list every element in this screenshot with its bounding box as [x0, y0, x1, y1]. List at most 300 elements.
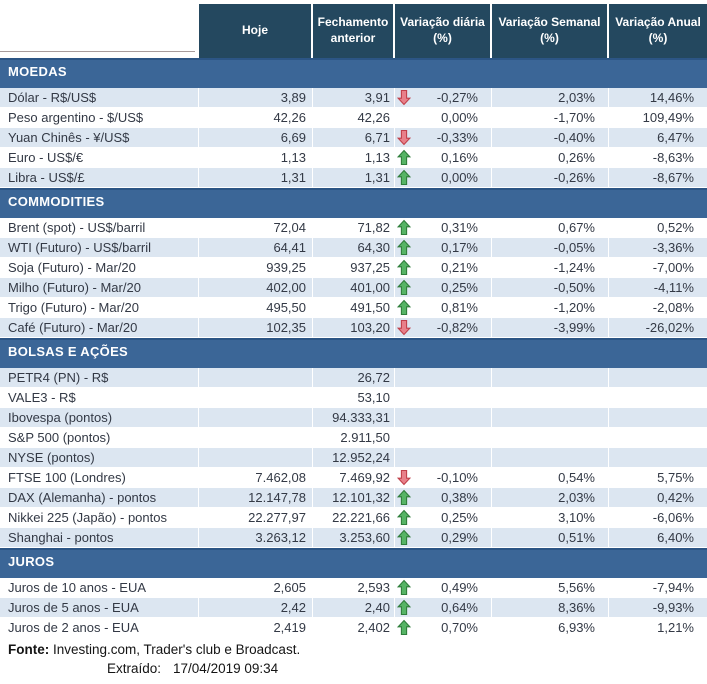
cell-variacao-semanal-text: -0,26% [553, 170, 595, 185]
cell-label-text: Milho (Futuro) - Mar/20 [8, 280, 141, 295]
cell-label-text: NYSE (pontos) [8, 450, 95, 465]
cell-variacao-semanal-text: 0,67% [558, 220, 595, 235]
cell-label-text: Juros de 10 anos - EUA [8, 580, 147, 595]
cell-fechamento-text: 2.911,50 [340, 430, 390, 445]
cell-variacao-diaria-text: 0,21% [441, 260, 478, 275]
cell-variacao-diaria[interactable] [395, 578, 492, 597]
cell-hoje[interactable] [199, 238, 313, 257]
cell-variacao-anual[interactable] [609, 258, 707, 277]
cell-label[interactable] [0, 508, 199, 527]
cell-fechamento-text: 22.221,66 [332, 510, 390, 525]
cell-fechamento[interactable] [313, 408, 395, 427]
cell-hoje-text: 402,00 [266, 280, 306, 295]
cell-variacao-anual-text: 14,46% [649, 90, 694, 105]
cell-variacao-diaria-text: 0,17% [441, 240, 478, 255]
cell-variacao-semanal[interactable] [492, 408, 609, 427]
cell-variacao-semanal[interactable] [492, 108, 609, 127]
cell-variacao-diaria-text: -0,82% [436, 320, 478, 335]
cell-hoje[interactable] [199, 168, 313, 187]
cell-label-text: PETR4 (PN) - R$ [8, 370, 109, 385]
up-arrow-icon [397, 149, 411, 166]
cell-variacao-semanal-text: -3,99% [553, 320, 595, 335]
cell-hoje-text: 64,41 [273, 240, 306, 255]
cell-label[interactable] [0, 408, 199, 427]
cell-variacao-diaria-text: 0,00% [441, 110, 478, 125]
cell-hoje-text: 2,42 [280, 600, 306, 615]
cell-fechamento-text: 3.253,60 [339, 530, 390, 545]
section-header-moedas: MOEDAS [0, 58, 707, 88]
cell-variacao-anual-text: -7,00% [652, 260, 694, 275]
cell-label-text: S&P 500 (pontos) [8, 430, 111, 445]
table-body [0, 58, 707, 638]
cell-variacao-diaria[interactable] [395, 448, 492, 467]
cell-fechamento-text: 2,402 [357, 620, 390, 635]
cell-label-text: Trigo (Futuro) - Mar/20 [8, 300, 139, 315]
cell-variacao-semanal[interactable] [492, 488, 609, 507]
cell-fechamento[interactable] [313, 618, 395, 637]
cell-hoje[interactable] [199, 508, 313, 527]
section-header-bolsas-e-acoes: BOLSAS E AÇÕES [0, 338, 707, 368]
cell-variacao-semanal[interactable] [492, 128, 609, 147]
cell-variacao-diaria[interactable] [395, 528, 492, 547]
cell-label-text: Juros de 5 anos - EUA [8, 600, 139, 615]
cell-variacao-anual[interactable] [609, 408, 707, 427]
table-row [0, 508, 707, 528]
table-row [0, 578, 707, 598]
cell-variacao-anual-text: -7,94% [652, 580, 694, 595]
column-header-variacao-semanal: Variação Semanal (%) [492, 4, 609, 58]
table-row [0, 258, 707, 278]
cell-hoje[interactable] [199, 108, 313, 127]
cell-hoje[interactable] [199, 148, 313, 167]
cell-variacao-semanal-text: -1,24% [553, 260, 595, 275]
cell-variacao-semanal[interactable] [492, 218, 609, 237]
cell-variacao-anual[interactable] [609, 618, 707, 637]
cell-variacao-anual-text: 0,52% [657, 220, 694, 235]
cell-fechamento[interactable] [313, 428, 395, 447]
cell-fechamento-text: 7.469,92 [339, 470, 390, 485]
cell-variacao-semanal-text: 2,03% [558, 90, 595, 105]
cell-variacao-diaria[interactable] [395, 168, 492, 187]
cell-variacao-diaria[interactable] [395, 618, 492, 637]
cell-variacao-anual[interactable] [609, 598, 707, 617]
cell-variacao-diaria[interactable] [395, 218, 492, 237]
cell-variacao-diaria[interactable] [395, 318, 492, 337]
table-row [0, 218, 707, 238]
cell-fechamento[interactable] [313, 368, 395, 387]
cell-variacao-diaria[interactable] [395, 368, 492, 387]
cell-hoje[interactable] [199, 218, 313, 237]
cell-variacao-diaria-text: 0,70% [441, 620, 478, 635]
cell-variacao-semanal[interactable] [492, 278, 609, 297]
cell-variacao-anual-text: -2,08% [652, 300, 694, 315]
down-arrow-icon [397, 319, 411, 336]
cell-variacao-anual[interactable] [609, 168, 707, 187]
cell-hoje[interactable] [199, 488, 313, 507]
section-header-juros: JUROS [0, 548, 707, 578]
cell-fechamento-text: 26,72 [357, 370, 390, 385]
cell-hoje[interactable] [199, 408, 313, 427]
cell-variacao-diaria[interactable] [395, 238, 492, 257]
source-text: Investing.com, Trader's club e Broadcast. [49, 642, 301, 657]
up-arrow-icon [397, 259, 411, 276]
cell-variacao-semanal-text: 5,56% [558, 580, 595, 595]
cell-hoje-text: 6,69 [280, 130, 306, 145]
cell-fechamento-text: 94.333,31 [332, 410, 390, 425]
cell-fechamento-text: 12.101,32 [332, 490, 390, 505]
cell-variacao-semanal-text: 0,51% [558, 530, 595, 545]
cell-label[interactable] [0, 88, 199, 107]
up-arrow-icon [397, 299, 411, 316]
down-arrow-icon [397, 89, 411, 106]
cell-hoje-text: 72,04 [273, 220, 306, 235]
cell-variacao-anual-text: 6,40% [657, 530, 694, 545]
cell-variacao-diaria-text: -0,27% [436, 90, 478, 105]
cell-hoje-text: 7.462,08 [255, 470, 306, 485]
cell-hoje-text: 42,26 [273, 110, 306, 125]
cell-label[interactable] [0, 598, 199, 617]
cell-variacao-diaria-text: 0,31% [441, 220, 478, 235]
cell-variacao-semanal[interactable] [492, 88, 609, 107]
table-row [0, 598, 707, 618]
cell-variacao-anual[interactable] [609, 148, 707, 167]
cell-fechamento-text: 103,20 [350, 320, 390, 335]
cell-fechamento-text: 12.952,24 [332, 450, 390, 465]
cell-label-text: WTI (Futuro) - US$/barril [8, 240, 152, 255]
cell-fechamento[interactable] [313, 388, 395, 407]
table-row [0, 278, 707, 298]
cell-fechamento[interactable] [313, 168, 395, 187]
cell-hoje-text: 3.263,12 [255, 530, 306, 545]
cell-variacao-diaria-text: -0,10% [436, 470, 478, 485]
cell-variacao-diaria[interactable] [395, 148, 492, 167]
cell-label-text: Dólar - R$/US$ [8, 90, 97, 105]
cell-hoje-text: 1,13 [280, 150, 306, 165]
cell-variacao-diaria[interactable] [395, 598, 492, 617]
cell-fechamento[interactable] [313, 598, 395, 617]
cell-variacao-anual[interactable] [609, 278, 707, 297]
cell-hoje-text: 3,89 [280, 90, 306, 105]
cell-variacao-diaria[interactable] [395, 298, 492, 317]
cell-fechamento-text: 71,82 [357, 220, 390, 235]
cell-hoje-text: 22.277,97 [248, 510, 306, 525]
cell-variacao-semanal-text: 8,36% [558, 600, 595, 615]
cell-hoje[interactable] [199, 88, 313, 107]
table-row [0, 448, 707, 468]
cell-label-text: Ibovespa (pontos) [8, 410, 113, 425]
cell-label-text: Brent (spot) - US$/barril [8, 220, 146, 235]
table-row [0, 408, 707, 428]
cell-fechamento-text: 1,31 [364, 170, 390, 185]
cell-label[interactable] [0, 168, 199, 187]
cell-hoje-text: 102,35 [266, 320, 306, 335]
cell-variacao-anual[interactable] [609, 578, 707, 597]
section-header-commodities: COMMODITIES [0, 188, 707, 218]
cell-fechamento-text: 64,30 [357, 240, 390, 255]
cell-variacao-anual[interactable] [609, 388, 707, 407]
cell-variacao-anual-text: -8,67% [652, 170, 694, 185]
cell-label[interactable] [0, 528, 199, 547]
cell-variacao-semanal[interactable] [492, 258, 609, 277]
cell-label[interactable] [0, 468, 199, 487]
cell-variacao-semanal[interactable] [492, 578, 609, 597]
down-arrow-icon [397, 129, 411, 146]
table-row [0, 238, 707, 258]
cell-variacao-semanal[interactable] [492, 468, 609, 487]
cell-fechamento[interactable] [313, 108, 395, 127]
cell-variacao-semanal[interactable] [492, 508, 609, 527]
cell-hoje-text: 2,605 [273, 580, 306, 595]
cell-variacao-anual[interactable] [609, 318, 707, 337]
column-header-variacao-anual: Variação Anual (%) [609, 4, 707, 58]
cell-variacao-semanal[interactable] [492, 448, 609, 467]
cell-hoje[interactable] [199, 618, 313, 637]
cell-hoje-text: 1,31 [280, 170, 306, 185]
cell-fechamento[interactable] [313, 488, 395, 507]
cell-variacao-diaria-text: 0,38% [441, 490, 478, 505]
cell-variacao-anual-text: -8,63% [652, 150, 694, 165]
cell-label[interactable] [0, 488, 199, 507]
cell-variacao-semanal[interactable] [492, 318, 609, 337]
cell-label[interactable] [0, 238, 199, 257]
cell-variacao-semanal-text: 2,03% [558, 490, 595, 505]
cell-label[interactable] [0, 318, 199, 337]
cell-fechamento[interactable] [313, 578, 395, 597]
column-header-variacao-diaria: Variação diária (%) [395, 4, 492, 58]
header-corner [0, 4, 199, 58]
cell-variacao-diaria[interactable] [395, 128, 492, 147]
cell-variacao-anual-text: 5,75% [657, 470, 694, 485]
cell-hoje[interactable] [199, 448, 313, 467]
cell-variacao-anual[interactable] [609, 218, 707, 237]
cell-fechamento-text: 937,25 [350, 260, 390, 275]
cell-label-text: Soja (Futuro) - Mar/20 [8, 260, 136, 275]
cell-variacao-diaria[interactable] [395, 468, 492, 487]
column-header-fechamento: Fechamento anterior [313, 4, 395, 58]
cell-variacao-diaria-text: 0,00% [441, 170, 478, 185]
cell-label-text: Juros de 2 anos - EUA [8, 620, 139, 635]
cell-fechamento[interactable] [313, 448, 395, 467]
cell-variacao-anual[interactable] [609, 428, 707, 447]
cell-hoje[interactable] [199, 128, 313, 147]
cell-variacao-diaria[interactable] [395, 388, 492, 407]
cell-hoje-text: 12.147,78 [248, 490, 306, 505]
cell-fechamento-text: 2,593 [357, 580, 390, 595]
table-row [0, 298, 707, 318]
table-row [0, 528, 707, 548]
cell-variacao-anual-text: -3,36% [652, 240, 694, 255]
cell-variacao-anual[interactable] [609, 298, 707, 317]
cell-variacao-anual-text: 6,47% [657, 130, 694, 145]
table-row [0, 168, 707, 188]
cell-fechamento[interactable] [313, 278, 395, 297]
cell-variacao-semanal-text: -0,05% [553, 240, 595, 255]
table-row [0, 388, 707, 408]
cell-variacao-anual[interactable] [609, 108, 707, 127]
cell-fechamento[interactable] [313, 128, 395, 147]
up-arrow-icon [397, 509, 411, 526]
cell-hoje[interactable] [199, 258, 313, 277]
source-note [0, 641, 707, 659]
cell-fechamento-text: 3,91 [364, 90, 390, 105]
cell-variacao-anual[interactable] [609, 528, 707, 547]
cell-hoje-text: 2,419 [273, 620, 306, 635]
cell-variacao-diaria-text: 0,25% [441, 280, 478, 295]
cell-variacao-anual[interactable] [609, 508, 707, 527]
cell-variacao-anual[interactable] [609, 88, 707, 107]
cell-variacao-diaria[interactable] [395, 428, 492, 447]
cell-variacao-semanal[interactable] [492, 368, 609, 387]
up-arrow-icon [397, 279, 411, 296]
source-label: Fonte: [8, 642, 50, 657]
cell-label[interactable] [0, 578, 199, 597]
cell-variacao-anual-text: -9,93% [652, 600, 694, 615]
cell-label[interactable] [0, 108, 199, 127]
cell-label[interactable] [0, 258, 199, 277]
cell-variacao-anual-text: 1,21% [657, 620, 694, 635]
cell-fechamento[interactable] [313, 88, 395, 107]
cell-label[interactable] [0, 298, 199, 317]
cell-hoje-text: 495,50 [266, 300, 306, 315]
cell-variacao-diaria-text: 0,81% [441, 300, 478, 315]
table-row [0, 368, 707, 388]
cell-label[interactable] [0, 278, 199, 297]
column-header-row [0, 4, 707, 58]
table-row [0, 108, 707, 128]
cell-variacao-semanal[interactable] [492, 148, 609, 167]
cell-hoje[interactable] [199, 368, 313, 387]
cell-variacao-semanal-text: -0,50% [553, 280, 595, 295]
cell-variacao-semanal[interactable] [492, 618, 609, 637]
cell-hoje[interactable] [199, 318, 313, 337]
cell-label-text: Yuan Chinês - ¥/US$ [8, 130, 130, 145]
cell-variacao-diaria-text: 0,16% [441, 150, 478, 165]
cell-variacao-diaria[interactable] [395, 258, 492, 277]
table-row [0, 88, 707, 108]
cell-hoje[interactable] [199, 528, 313, 547]
cell-fechamento[interactable] [313, 148, 395, 167]
cell-variacao-diaria[interactable] [395, 488, 492, 507]
cell-variacao-semanal[interactable] [492, 388, 609, 407]
table-row [0, 428, 707, 448]
cell-fechamento-text: 491,50 [350, 300, 390, 315]
cell-variacao-anual[interactable] [609, 238, 707, 257]
cell-fechamento[interactable] [313, 318, 395, 337]
extraction-label: Extraído: [107, 661, 162, 676]
cell-label[interactable] [0, 448, 199, 467]
cell-hoje[interactable] [199, 428, 313, 447]
cell-fechamento[interactable] [313, 508, 395, 527]
cell-label-text: FTSE 100 (Londres) [8, 470, 126, 485]
cell-variacao-diaria[interactable] [395, 508, 492, 527]
cell-variacao-diaria[interactable] [395, 408, 492, 427]
table-row [0, 148, 707, 168]
cell-variacao-diaria[interactable] [395, 88, 492, 107]
extraction-datetime: 17/04/2019 09:34 [173, 661, 279, 676]
column-header-hoje: Hoje [199, 4, 313, 58]
cell-label[interactable] [0, 388, 199, 407]
cell-fechamento-text: 401,00 [350, 280, 390, 295]
cell-fechamento[interactable] [313, 528, 395, 547]
cell-variacao-anual-text: 0,42% [657, 490, 694, 505]
table-row [0, 318, 707, 338]
table-row [0, 128, 707, 148]
cell-variacao-semanal-text: -1,70% [553, 110, 595, 125]
down-arrow-icon [397, 469, 411, 486]
table-row [0, 488, 707, 508]
cell-variacao-semanal-text: -0,40% [553, 130, 595, 145]
cell-label-text: Nikkei 225 (Japão) - pontos [8, 510, 167, 525]
cell-fechamento[interactable] [313, 258, 395, 277]
cell-fechamento-text: 1,13 [364, 150, 390, 165]
cell-variacao-anual[interactable] [609, 468, 707, 487]
cell-hoje-text: 939,25 [266, 260, 306, 275]
cell-variacao-diaria-text: 0,29% [441, 530, 478, 545]
cell-hoje[interactable] [199, 468, 313, 487]
cell-variacao-anual[interactable] [609, 488, 707, 507]
cell-fechamento[interactable] [313, 298, 395, 317]
cell-label-text: Euro - US$/€ [8, 150, 84, 165]
cell-variacao-anual[interactable] [609, 448, 707, 467]
cell-hoje[interactable] [199, 298, 313, 317]
cell-fechamento-text: 2,40 [364, 600, 390, 615]
up-arrow-icon [397, 619, 411, 636]
cell-variacao-semanal[interactable] [492, 168, 609, 187]
cell-variacao-anual[interactable] [609, 368, 707, 387]
cell-label[interactable] [0, 368, 199, 387]
cell-label-text: VALE3 - R$ [8, 390, 76, 405]
cell-variacao-semanal-text: 0,54% [558, 470, 595, 485]
cell-variacao-semanal[interactable] [492, 298, 609, 317]
cell-hoje[interactable] [199, 388, 313, 407]
cell-variacao-semanal[interactable] [492, 528, 609, 547]
cell-variacao-diaria-text: 0,25% [441, 510, 478, 525]
cell-variacao-semanal-text: 6,93% [558, 620, 595, 635]
cell-hoje[interactable] [199, 598, 313, 617]
cell-label-text: Libra - US$/£ [8, 170, 85, 185]
cell-label[interactable] [0, 218, 199, 237]
up-arrow-icon [397, 529, 411, 546]
cell-variacao-diaria[interactable] [395, 108, 492, 127]
cell-label-text: Shanghai - pontos [8, 530, 114, 545]
up-arrow-icon [397, 169, 411, 186]
cell-hoje[interactable] [199, 578, 313, 597]
cell-variacao-anual-text: -6,06% [652, 510, 694, 525]
table-footer [0, 638, 707, 678]
cell-label[interactable] [0, 128, 199, 147]
cell-fechamento[interactable] [313, 468, 395, 487]
cell-fechamento[interactable] [313, 238, 395, 257]
extraction-timestamp [0, 659, 707, 678]
cell-variacao-diaria[interactable] [395, 278, 492, 297]
cell-variacao-semanal[interactable] [492, 598, 609, 617]
cell-hoje[interactable] [199, 278, 313, 297]
cell-fechamento[interactable] [313, 218, 395, 237]
cell-variacao-semanal[interactable] [492, 428, 609, 447]
cell-variacao-semanal[interactable] [492, 238, 609, 257]
up-arrow-icon [397, 489, 411, 506]
cell-variacao-semanal-text: 0,26% [558, 150, 595, 165]
cell-variacao-anual-text: -26,02% [645, 320, 694, 335]
cell-label[interactable] [0, 428, 199, 447]
cell-variacao-anual[interactable] [609, 128, 707, 147]
cell-label-text: Peso argentino - $/US$ [8, 110, 144, 125]
cell-variacao-semanal-text: 3,10% [558, 510, 595, 525]
cell-fechamento-text: 42,26 [357, 110, 390, 125]
cell-label[interactable] [0, 618, 199, 637]
cell-label[interactable] [0, 148, 199, 167]
up-arrow-icon [397, 599, 411, 616]
